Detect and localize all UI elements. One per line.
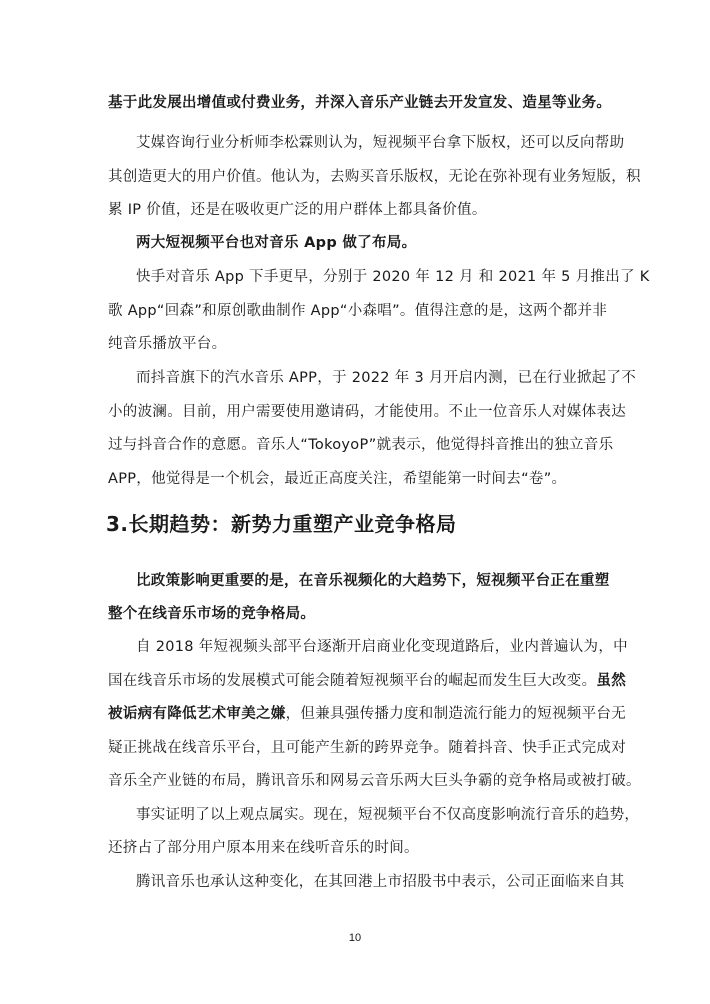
paragraph-line-rest: ，但兼具强传播力度和制造流行能力的短视频平台无 [285,706,627,722]
paragraph-line: 事实证明了以上观点属实。现在，短视频平台不仅高度影响流行音乐的趋势， [136,807,640,823]
paragraph-line: 艾媒咨询行业分析师李松霖则认为，短视频平台拿下版权，还可以反向帮助 [136,135,625,151]
paragraph-line-text: 国在线音乐市场的发展模式可能会随着短视频平台的崛起而发生巨大改变。 [108,673,597,689]
paragraph-line: 自 2018 年短视频头部平台逐渐开启商业化变现道路后，业内普遍认为，中 [136,639,628,655]
paragraph-line: 其创造更大的用户价值。他认为，去购买音乐版权，无论在弥补现有业务短版，积 [108,169,641,185]
paragraph-line [108,671,626,691]
paragraph-line: 两大短视频平台也对音乐 App 做了布局。 [136,235,417,251]
paragraph-line-text [108,706,626,722]
paragraph-line: 小的波澜。目前，用户需要使用邀请码，才能使用。不止一位音乐人对媒体表达 [108,404,626,420]
paragraph-line: 快手对音乐 App 下手更早，分别于 2020 年 12 月 和 2021 年 5 月推出了 K [136,269,650,285]
paragraph-bold-tail: 虽然 [596,673,627,689]
paragraph-line [108,704,626,724]
page-number: 10 [348,932,362,944]
paragraph-line: 音乐全产业链的布局，腾讯音乐和网易云音乐两大巨头争霸的竞争格局或被打破。 [108,773,641,789]
paragraph-line: 疑正挑战在线音乐平台，且可能产生新的跨界竞争。随着抖音、快手正式完成对 [108,740,626,756]
paragraph-line: 纯音乐播放平台。 [108,336,227,352]
section-heading: 3.长期趋势：新势力重塑产业竞争格局 [106,512,457,536]
paragraph-line: 歌 App“回森”和原创歌曲制作 App“小森唱”。值得注意的是，这两个都并非 [108,303,608,319]
paragraph-line: 基于此发展出增值或付费业务，并深入音乐产业链去开发宣发、造星等业务。 [108,95,612,111]
paragraph-line: 累 IP 价值，还是在吸收更广泛的用户群体上都具备价值。 [108,202,487,218]
paragraph-line: 腾讯音乐也承认这种变化，在其回港上市招股书中表示，公司正面临来自其 [136,874,625,890]
paragraph-line: 整个在线音乐市场的竞争格局。 [108,606,316,622]
paragraph-line: 比政策影响更重要的是，在音乐视频化的大趋势下，短视频平台正在重塑 [136,573,610,589]
paragraph-bold-head: 被诟病有降低艺术审美之嫌 [108,706,286,722]
paragraph-line: 还挤占了部分用户原本用来在线听音乐的时间。 [108,840,419,856]
paragraph-line: APP，他觉得是一个机会，最近正高度关注，希望能第一时间去“卷”。 [108,471,567,487]
paragraph-line: 过与抖音合作的意愿。音乐人“TokoyoP”就表示，他觉得抖音推出的独立音乐 [108,437,614,453]
paragraph-line: 而抖音旗下的汽水音乐 APP，于 2022 年 3 月开启内测，已在行业掀起了不 [136,370,637,386]
